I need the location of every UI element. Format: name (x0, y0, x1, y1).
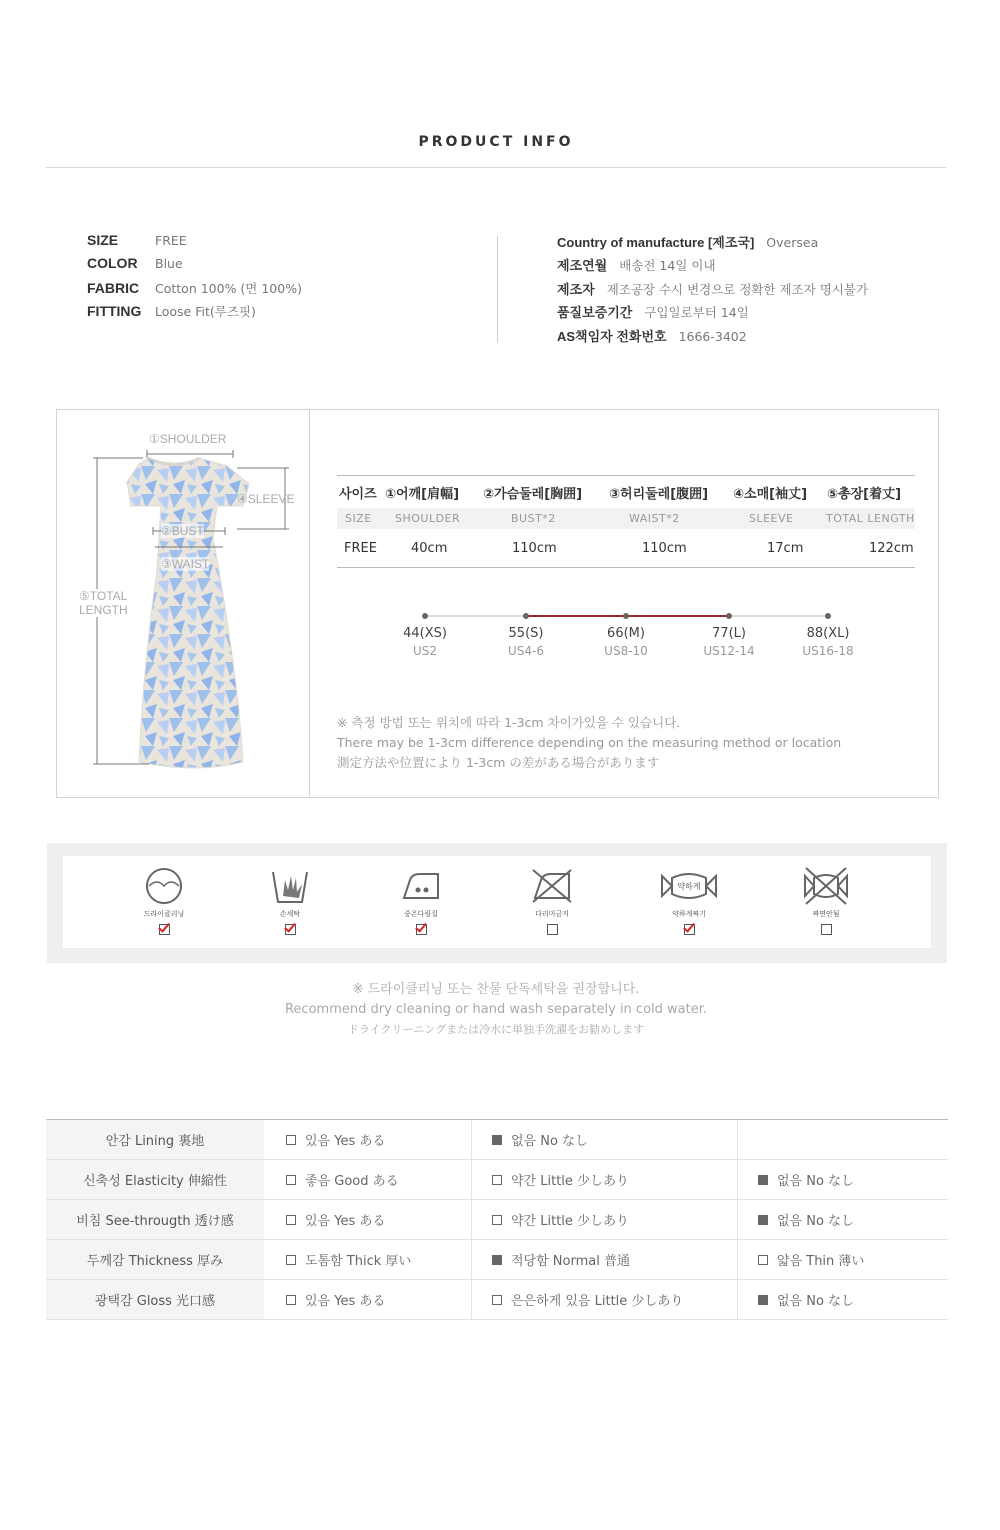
attr-option[interactable]: 약간 Little 少しあり (492, 1160, 629, 1199)
info-country: Country of manufacture [제조국] Oversea (557, 235, 819, 250)
dress-diagram (57, 410, 309, 797)
care-hand-wash: 손세탁 (250, 866, 330, 935)
info-fitting: FITTING Loose Fit(루즈핏) (87, 303, 256, 320)
attr-row-lining: 안감 Lining 裏地 있음 Yes ある 없음 No なし (46, 1120, 948, 1160)
attr-option[interactable]: 적당함 Normal 普通 (492, 1240, 630, 1279)
info-manufacture-date: 제조연월 배송전 14일 이내 (557, 258, 716, 274)
care-medium-iron: 중온다림질 (381, 866, 461, 935)
size-box (56, 409, 939, 798)
attr-row-elasticity: 신축성 Elasticity 伸縮性 좋음 Good ある 약간 Little 少しあり 없음 No なし (46, 1160, 948, 1200)
care-gentle-wring: 약하게 약하게짜기 (649, 866, 729, 935)
care-panel (63, 856, 931, 948)
checkbox[interactable] (286, 1255, 296, 1265)
care-check-dry-cleaning[interactable] (159, 924, 170, 935)
care-section (47, 843, 947, 963)
title-divider (46, 167, 946, 168)
attr-option[interactable]: 없음 No なし (758, 1280, 854, 1319)
scale-dot (726, 613, 732, 619)
total-length-label-2: LENGTH (79, 603, 128, 617)
checkbox[interactable] (492, 1135, 502, 1145)
medium-iron-icon (400, 866, 442, 906)
care-check-no-iron[interactable] (547, 924, 558, 935)
checkbox[interactable] (492, 1215, 502, 1225)
checkbox[interactable] (286, 1295, 296, 1305)
care-check-gentle-wring[interactable] (684, 924, 695, 935)
page-title: PRODUCT INFO (418, 134, 574, 150)
scale-dot (523, 613, 529, 619)
checkbox[interactable] (286, 1215, 296, 1225)
total-length-label-1: ⑤TOTAL (79, 589, 128, 603)
size-table-header-kr: 사이즈 ①어깨[肩幅] ②가슴둘레[胸囲] ③허리둘레[腹囲] ④소매[袖丈] ⑤총장[着丈] (339, 486, 902, 502)
shoulder-label: ①SHOULDER (149, 432, 227, 446)
attr-option[interactable]: 없음 No なし (758, 1200, 854, 1239)
scale-item-l: 77(L) US12-14 (703, 626, 755, 658)
info-manufacturer: 제조자 제조공장 수시 변경으로 정확한 제조자 명시불가 (557, 281, 869, 297)
bust-label: ②BUST (161, 524, 204, 538)
attr-row-see-through: 비침 See-througth 透け感 있음 Yes ある 약간 Little 少しあり 없음 No なし (46, 1200, 948, 1240)
scale-item-xl: 88(XL) US16-18 (802, 626, 854, 658)
size-table-row: FREE 40cm 110cm 110cm 17cm 122cm (337, 529, 915, 568)
no-wring-icon (802, 866, 850, 906)
attr-row-thickness: 두께감 Thickness 厚み 도톰함 Thick 厚い 적당함 Normal 普通 얇음 Thin 薄い (46, 1240, 948, 1280)
checkbox[interactable] (492, 1295, 502, 1305)
checkbox[interactable] (286, 1135, 296, 1145)
sleeve-label: ④SLEEVE (237, 492, 295, 506)
info-warranty: 품질보증기간 구입일로부터 14일 (557, 305, 749, 321)
attr-option[interactable]: 도톰함 Thick 厚い (286, 1240, 411, 1279)
dry-cleaning-icon (143, 866, 185, 906)
attribute-table (46, 1119, 948, 1320)
no-iron-icon (531, 866, 573, 906)
checkbox[interactable] (758, 1215, 768, 1225)
gentle-wring-icon-text: 약하게 (677, 882, 701, 891)
care-no-iron: 다리미금지 (512, 866, 592, 935)
checkbox[interactable] (286, 1175, 296, 1185)
info-color: COLOR Blue (87, 255, 183, 272)
info-size: SIZE FREE (87, 232, 187, 248)
attr-option[interactable]: 좋음 Good ある (286, 1160, 399, 1199)
size-box-divider (309, 410, 310, 797)
product-info-right (557, 232, 868, 349)
hand-wash-icon (269, 866, 311, 906)
size-table (337, 475, 915, 568)
scale-dot (825, 613, 831, 619)
scale-item-xs: 44(XS) US2 (403, 626, 447, 658)
attr-row-gloss: 광택감 Gloss 光口感 있음 Yes ある 은은하게 있음 Little 少しあり 없음 No なし (46, 1280, 948, 1320)
scale-item-m: 66(M) US8-10 (604, 626, 648, 658)
waist-label: ③WAIST (161, 557, 210, 571)
care-check-hand-wash[interactable] (285, 924, 296, 935)
checkbox[interactable] (492, 1175, 502, 1185)
attr-option[interactable]: 없음 No なし (492, 1120, 588, 1159)
attr-option[interactable]: 얇음 Thin 薄い (758, 1240, 864, 1279)
attr-option[interactable]: 없음 No なし (758, 1160, 854, 1199)
attr-option[interactable]: 약간 Little 少しあり (492, 1200, 629, 1239)
care-note: ※ 드라이클리닝 또는 찬물 단독세탁을 권장합니다. Recommend dry cleaning or hand wash separately in cold water. ドライクリーニングまたは冷水に単独手洗濯をお勧めします (284, 982, 707, 1036)
care-no-wring: 짜면안됨 (786, 866, 866, 935)
measure-note: ※ 측정 방법 또는 위치에 따라 1-3cm 차이가있을 수 있습니다. There may be 1-3cm difference depending on the measuring method or location 測定方法や位置により 1-3cm の差がある場合があります (337, 715, 842, 770)
size-scale-track (337, 606, 915, 626)
scale-dot (422, 613, 428, 619)
info-divider (497, 236, 498, 343)
care-dry-cleaning: 드라이클리닝 (124, 866, 204, 935)
checkbox[interactable] (758, 1255, 768, 1265)
attr-option[interactable]: 은은하게 있음 Little 少しあり (492, 1280, 683, 1319)
care-check-medium-iron[interactable] (416, 924, 427, 935)
attr-option[interactable]: 있음 Yes ある (286, 1280, 385, 1319)
product-info-left (87, 232, 302, 326)
checkbox[interactable] (758, 1295, 768, 1305)
size-table-header-en: SIZE SHOULDER BUST*2 WAIST*2 SLEEVE TOTAL LENGTH (337, 508, 915, 529)
checkbox[interactable] (492, 1255, 502, 1265)
attr-option[interactable]: 있음 Yes ある (286, 1200, 385, 1239)
scale-item-s: 55(S) US4-6 (508, 626, 544, 658)
scale-dot (623, 613, 629, 619)
size-scale (337, 600, 915, 670)
info-fabric: FABRIC Cotton 100% (면 100%) (87, 279, 302, 296)
gentle-wring-icon (659, 866, 719, 906)
attr-option[interactable]: 있음 Yes ある (286, 1120, 385, 1159)
checkbox[interactable] (758, 1175, 768, 1185)
info-as-phone: AS책임자 전화번호 1666-3402 (557, 328, 747, 344)
care-check-no-wring[interactable] (821, 924, 832, 935)
